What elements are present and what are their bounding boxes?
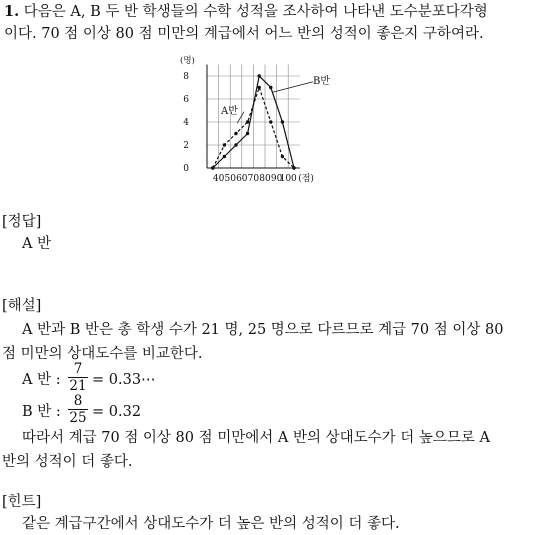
b-class-fraction	[68, 394, 88, 425]
data-point-b	[281, 120, 284, 123]
problem-number: 1.	[4, 3, 20, 20]
explanation-line-4: 반의 성적이 더 좋다.	[2, 454, 133, 470]
x-tick-label: 90	[270, 174, 283, 184]
data-point-a	[234, 132, 237, 135]
data-point-a	[269, 120, 272, 123]
x-axis-label: (점)	[298, 174, 314, 184]
data-point-a	[223, 143, 226, 146]
a-class-result: = 0.33⋯	[92, 372, 156, 388]
explanation-line-2: 점 미만의 상대도수를 비교한다.	[2, 346, 203, 362]
y-tick-label: 4	[183, 118, 189, 128]
x-tick-label: 80	[259, 174, 271, 184]
data-point-a	[246, 120, 249, 123]
hint-text: 같은 계급구간에서 상대도수가 더 높은 반의 성적이 더 좋다.	[22, 516, 400, 532]
data-point-b	[258, 74, 261, 77]
b-class-label: B 반 :	[22, 404, 61, 420]
series-label-b: B반	[313, 76, 331, 88]
answer-header: [정답]	[2, 214, 42, 230]
problem-line-1	[4, 2, 488, 22]
data-point-a	[258, 86, 261, 89]
data-point-b	[234, 143, 237, 146]
answer-text: A 반	[22, 236, 52, 252]
x-tick-label: 60	[236, 174, 248, 184]
x-tick-label: 50	[224, 174, 236, 184]
data-point-b	[269, 86, 272, 89]
problem-text-1: 다음은 A, B 두 반 학생들의 수학 성적을 조사하여 나타낸 도수분포다각형	[23, 4, 488, 20]
b-fraction-numerator: 8	[73, 393, 83, 409]
b-fraction-denominator: 25	[69, 410, 87, 426]
series-label-b-leader	[273, 82, 313, 92]
data-point-b	[292, 166, 295, 169]
y-tick-label: 0	[183, 164, 189, 174]
x-tick-label: 40	[212, 174, 225, 184]
explanation-line-1: A 반과 B 반은 총 학생 수가 21 명, 25 명으로 다르므로 계급 70 점 이상 80	[22, 322, 504, 338]
explanation-header: [해설]	[2, 298, 42, 314]
y-axis-label: (명)	[180, 56, 195, 66]
y-tick-label: 6	[183, 95, 189, 105]
data-point-b	[223, 155, 226, 158]
a-class-label: A 반 :	[22, 372, 61, 388]
explanation-line-3: 따라서 계급 70 점 이상 80 점 미만에서 A 반의 상대도수가 더 높으므로 A	[22, 430, 490, 446]
problem-text-2: 이다. 70 점 이상 80 점 미만의 계급에서 어느 반의 성적이 좋은지 구하여라.	[4, 26, 484, 42]
data-point-b	[211, 166, 214, 169]
a-fraction-denominator: 21	[69, 378, 87, 394]
y-tick-label: 2	[183, 141, 189, 151]
y-tick-label: 8	[183, 72, 189, 82]
data-point-b	[246, 132, 249, 135]
a-fraction-numerator: 7	[73, 361, 83, 377]
b-class-result: = 0.32	[92, 404, 142, 420]
a-class-fraction	[68, 362, 88, 393]
series-label-a: A반	[221, 105, 238, 117]
series-label-a-leader	[237, 112, 244, 124]
x-tick-label: 70	[247, 174, 260, 184]
x-tick-label: 100	[279, 174, 297, 184]
data-point-a	[281, 155, 284, 158]
frequency-polygon-chart	[172, 54, 362, 188]
hint-header: [힌트]	[2, 494, 42, 510]
